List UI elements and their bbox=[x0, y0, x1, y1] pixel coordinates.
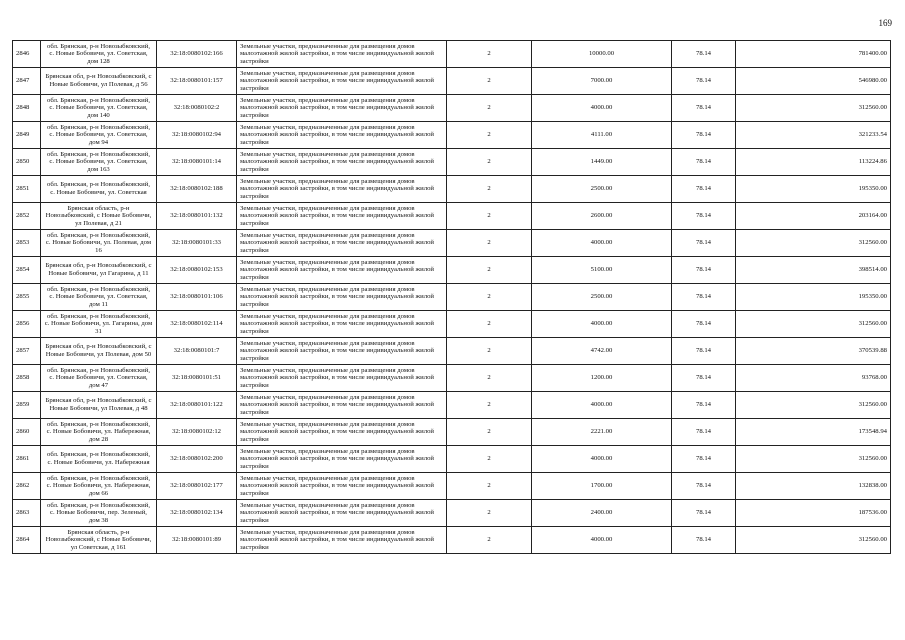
category-cell: 2 bbox=[447, 284, 532, 311]
address-cell: обл. Брянская, р-н Новозыбковский, с. Новые Бобовичи, ул. Советская, дом 163 bbox=[41, 149, 157, 176]
category-cell: 2 bbox=[447, 41, 532, 68]
address-cell: обл. Брянская, р-н Новозыбковский, с. Новые Бобовичи, ул. Гагарина, дом 31 bbox=[41, 311, 157, 338]
address-cell: обл. Брянская, р-н Новозыбковский, с. Новые Бобовичи, ул. Полевая, дом 16 bbox=[41, 230, 157, 257]
land-use-cell: Земельные участки, предназначенные для размещения домов малоэтажной жилой застройки, в том числе индивидуальной жилой застройки bbox=[237, 473, 447, 500]
category-cell: 2 bbox=[447, 419, 532, 446]
cadastral-value-cell: 187536.00 bbox=[736, 500, 891, 527]
area-cell: 2600.00 bbox=[532, 203, 672, 230]
row-number-cell: 2855 bbox=[13, 284, 41, 311]
row-number-cell: 2858 bbox=[13, 365, 41, 392]
land-parcel-table bbox=[12, 40, 891, 554]
category-cell: 2 bbox=[447, 527, 532, 554]
category-cell: 2 bbox=[447, 176, 532, 203]
category-cell: 2 bbox=[447, 230, 532, 257]
rate-cell: 78.14 bbox=[672, 473, 736, 500]
land-use-cell: Земельные участки, предназначенные для размещения домов малоэтажной жилой застройки, в том числе индивидуальной жилой застройки bbox=[237, 149, 447, 176]
land-use-cell: Земельные участки, предназначенные для размещения домов малоэтажной жилой застройки, в том числе индивидуальной жилой застройки bbox=[237, 257, 447, 284]
cadastral-number-cell: 32:18:0080102:114 bbox=[157, 311, 237, 338]
cadastral-number-cell: 32:18:0080102:166 bbox=[157, 41, 237, 68]
row-number-cell: 2857 bbox=[13, 338, 41, 365]
table-row bbox=[13, 392, 891, 419]
rate-cell: 78.14 bbox=[672, 68, 736, 95]
table-row bbox=[13, 527, 891, 554]
row-number-cell: 2852 bbox=[13, 203, 41, 230]
land-use-cell: Земельные участки, предназначенные для размещения домов малоэтажной жилой застройки, в том числе индивидуальной жилой застройки bbox=[237, 230, 447, 257]
rate-cell: 78.14 bbox=[672, 95, 736, 122]
row-number-cell: 2859 bbox=[13, 392, 41, 419]
area-cell: 4000.00 bbox=[532, 95, 672, 122]
cadastral-value-cell: 312560.00 bbox=[736, 311, 891, 338]
rate-cell: 78.14 bbox=[672, 500, 736, 527]
area-cell: 5100.00 bbox=[532, 257, 672, 284]
table-row bbox=[13, 257, 891, 284]
rate-cell: 78.14 bbox=[672, 149, 736, 176]
area-cell: 4742.00 bbox=[532, 338, 672, 365]
category-cell: 2 bbox=[447, 446, 532, 473]
land-use-cell: Земельные участки, предназначенные для размещения домов малоэтажной жилой застройки, в том числе индивидуальной жилой застройки bbox=[237, 500, 447, 527]
table-row bbox=[13, 149, 891, 176]
rate-cell: 78.14 bbox=[672, 176, 736, 203]
cadastral-value-cell: 312560.00 bbox=[736, 392, 891, 419]
cadastral-number-cell: 32:18:0080101:132 bbox=[157, 203, 237, 230]
land-use-cell: Земельные участки, предназначенные для размещения домов малоэтажной жилой застройки, в том числе индивидуальной жилой застройки bbox=[237, 284, 447, 311]
cadastral-number-cell: 32:18:0080101:51 bbox=[157, 365, 237, 392]
address-cell: обл. Брянская, р-н Новозыбковский, с. Новые Бобовичи, ул. Набережная, дом 66 bbox=[41, 473, 157, 500]
category-cell: 2 bbox=[447, 365, 532, 392]
rate-cell: 78.14 bbox=[672, 311, 736, 338]
category-cell: 2 bbox=[447, 392, 532, 419]
rate-cell: 78.14 bbox=[672, 203, 736, 230]
land-use-cell: Земельные участки, предназначенные для размещения домов малоэтажной жилой застройки, в том числе индивидуальной жилой застройки bbox=[237, 41, 447, 68]
category-cell: 2 bbox=[447, 203, 532, 230]
land-use-cell: Земельные участки, предназначенные для размещения домов малоэтажной жилой застройки, в том числе индивидуальной жилой застройки bbox=[237, 176, 447, 203]
area-cell: 4000.00 bbox=[532, 311, 672, 338]
land-use-cell: Земельные участки, предназначенные для размещения домов малоэтажной жилой застройки, в том числе индивидуальной жилой застройки bbox=[237, 419, 447, 446]
address-cell: обл. Брянская, р-н Новозыбковский, с. Новые Бобовичи, ул. Набережная bbox=[41, 446, 157, 473]
address-cell: обл. Брянская, р-н Новозыбковский, с. Новые Бобовичи, ул. Советская, дом 47 bbox=[41, 365, 157, 392]
cadastral-number-cell: 32:18:0080101:106 bbox=[157, 284, 237, 311]
category-cell: 2 bbox=[447, 68, 532, 95]
land-use-cell: Земельные участки, предназначенные для размещения домов малоэтажной жилой застройки, в том числе индивидуальной жилой застройки bbox=[237, 338, 447, 365]
table-row bbox=[13, 284, 891, 311]
row-number-cell: 2854 bbox=[13, 257, 41, 284]
address-cell: обл. Брянская, р-н Новозыбковский, с. Новые Бобовичи, ул. Советская bbox=[41, 176, 157, 203]
area-cell: 2500.00 bbox=[532, 284, 672, 311]
table-row bbox=[13, 176, 891, 203]
area-cell: 1700.00 bbox=[532, 473, 672, 500]
row-number-cell: 2849 bbox=[13, 122, 41, 149]
rate-cell: 78.14 bbox=[672, 41, 736, 68]
rate-cell: 78.14 bbox=[672, 284, 736, 311]
cadastral-number-cell: 32:18:0080102:153 bbox=[157, 257, 237, 284]
land-use-cell: Земельные участки, предназначенные для размещения домов малоэтажной жилой застройки, в том числе индивидуальной жилой застройки bbox=[237, 311, 447, 338]
cadastral-number-cell: 32:18:0080102:12 bbox=[157, 419, 237, 446]
address-cell: обл. Брянская, р-н Новозыбковский, с. Новые Бобовичи, ул. Советская, дом 11 bbox=[41, 284, 157, 311]
cadastral-value-cell: 173548.94 bbox=[736, 419, 891, 446]
area-cell: 1449.00 bbox=[532, 149, 672, 176]
row-number-cell: 2862 bbox=[13, 473, 41, 500]
address-cell: Брянская область, р-н Новозыбковский, с Новые Бобовичи, ул Полевая, д 21 bbox=[41, 203, 157, 230]
area-cell: 4000.00 bbox=[532, 392, 672, 419]
row-number-cell: 2856 bbox=[13, 311, 41, 338]
table-row bbox=[13, 95, 891, 122]
land-use-cell: Земельные участки, предназначенные для размещения домов малоэтажной жилой застройки, в том числе индивидуальной жилой застройки bbox=[237, 68, 447, 95]
cadastral-value-cell: 93768.00 bbox=[736, 365, 891, 392]
address-cell: обл. Брянская, р-н Новозыбковский, с. Новые Бобовичи, ул. Советская, дом 94 bbox=[41, 122, 157, 149]
cadastral-number-cell: 32:18:0080102:177 bbox=[157, 473, 237, 500]
cadastral-number-cell: 32:18:0080101:122 bbox=[157, 392, 237, 419]
row-number-cell: 2847 bbox=[13, 68, 41, 95]
cadastral-value-cell: 370539.88 bbox=[736, 338, 891, 365]
cadastral-value-cell: 546980.00 bbox=[736, 68, 891, 95]
area-cell: 2400.00 bbox=[532, 500, 672, 527]
cadastral-value-cell: 321233.54 bbox=[736, 122, 891, 149]
rate-cell: 78.14 bbox=[672, 365, 736, 392]
address-cell: Брянская обл, р-н Новозыбковский, с Новые Бобовичи, ул Полевая, дом 50 bbox=[41, 338, 157, 365]
address-cell: Брянская обл, р-н Новозыбковский, с Новые Бобовичи, ул Гагарина, д 11 bbox=[41, 257, 157, 284]
land-use-cell: Земельные участки, предназначенные для размещения домов малоэтажной жилой застройки, в том числе индивидуальной жилой застройки bbox=[237, 392, 447, 419]
cadastral-number-cell: 32:18:0080102:94 bbox=[157, 122, 237, 149]
rate-cell: 78.14 bbox=[672, 446, 736, 473]
table-row bbox=[13, 338, 891, 365]
cadastral-number-cell: 32:18:0080101:157 bbox=[157, 68, 237, 95]
row-number-cell: 2860 bbox=[13, 419, 41, 446]
table-row bbox=[13, 365, 891, 392]
address-cell: обл. Брянская, р-н Новозыбковский, с. Новые Бобовичи, ул. Набережная, дом 28 bbox=[41, 419, 157, 446]
table-row bbox=[13, 311, 891, 338]
cadastral-value-cell: 113224.86 bbox=[736, 149, 891, 176]
area-cell: 4000.00 bbox=[532, 230, 672, 257]
area-cell: 4111.00 bbox=[532, 122, 672, 149]
cadastral-number-cell: 32:18:0080102:134 bbox=[157, 500, 237, 527]
category-cell: 2 bbox=[447, 149, 532, 176]
area-cell: 2221.00 bbox=[532, 419, 672, 446]
address-cell: обл. Брянская, р-н Новозыбковский, с. Новые Бобовичи, пер. Зеленый, дом 38 bbox=[41, 500, 157, 527]
category-cell: 2 bbox=[447, 95, 532, 122]
table-row bbox=[13, 41, 891, 68]
address-cell: обл. Брянская, р-н Новозыбковский, с. Новые Бобовичи, ул. Советская, дом 128 bbox=[41, 41, 157, 68]
area-cell: 7000.00 bbox=[532, 68, 672, 95]
cadastral-value-cell: 398514.00 bbox=[736, 257, 891, 284]
category-cell: 2 bbox=[447, 338, 532, 365]
row-number-cell: 2848 bbox=[13, 95, 41, 122]
land-use-cell: Земельные участки, предназначенные для размещения домов малоэтажной жилой застройки, в том числе индивидуальной жилой застройки bbox=[237, 527, 447, 554]
rate-cell: 78.14 bbox=[672, 392, 736, 419]
table-row bbox=[13, 419, 891, 446]
rate-cell: 78.14 bbox=[672, 122, 736, 149]
cadastral-number-cell: 32:18:0080101:14 bbox=[157, 149, 237, 176]
row-number-cell: 2864 bbox=[13, 527, 41, 554]
cadastral-number-cell: 32:18:0080101:89 bbox=[157, 527, 237, 554]
land-use-cell: Земельные участки, предназначенные для размещения домов малоэтажной жилой застройки, в том числе индивидуальной жилой застройки bbox=[237, 122, 447, 149]
table-row bbox=[13, 68, 891, 95]
rate-cell: 78.14 bbox=[672, 338, 736, 365]
cadastral-value-cell: 132838.00 bbox=[736, 473, 891, 500]
row-number-cell: 2851 bbox=[13, 176, 41, 203]
land-use-cell: Земельные участки, предназначенные для размещения домов малоэтажной жилой застройки, в том числе индивидуальной жилой застройки bbox=[237, 95, 447, 122]
land-use-cell: Земельные участки, предназначенные для размещения домов малоэтажной жилой застройки, в том числе индивидуальной жилой застройки bbox=[237, 446, 447, 473]
table-row bbox=[13, 500, 891, 527]
table-body bbox=[13, 41, 891, 554]
table-row bbox=[13, 203, 891, 230]
rate-cell: 78.14 bbox=[672, 419, 736, 446]
cadastral-value-cell: 312560.00 bbox=[736, 446, 891, 473]
category-cell: 2 bbox=[447, 473, 532, 500]
table-row bbox=[13, 473, 891, 500]
table-row bbox=[13, 446, 891, 473]
rate-cell: 78.14 bbox=[672, 230, 736, 257]
row-number-cell: 2853 bbox=[13, 230, 41, 257]
address-cell: Брянская обл, р-н Новозыбковский, с Новые Бобовичи, ул Полевая, д 56 bbox=[41, 68, 157, 95]
rate-cell: 78.14 bbox=[672, 257, 736, 284]
address-cell: Брянская область, р-н Новозыбковский, с Новые Бобовичи, ул Советская, д 161 bbox=[41, 527, 157, 554]
address-cell: Брянская обл, р-н Новозыбковский, с Новые Бобовичи, ул Полевая, д 48 bbox=[41, 392, 157, 419]
cadastral-value-cell: 781400.00 bbox=[736, 41, 891, 68]
table-row bbox=[13, 122, 891, 149]
category-cell: 2 bbox=[447, 311, 532, 338]
row-number-cell: 2861 bbox=[13, 446, 41, 473]
area-cell: 1200.00 bbox=[532, 365, 672, 392]
cadastral-number-cell: 32:18:0080101:7 bbox=[157, 338, 237, 365]
cadastral-value-cell: 195350.00 bbox=[736, 176, 891, 203]
cadastral-number-cell: 32:18:0080102:188 bbox=[157, 176, 237, 203]
address-cell: обл. Брянская, р-н Новозыбковский, с. Новые Бобовичи, ул. Советская, дом 140 bbox=[41, 95, 157, 122]
row-number-cell: 2850 bbox=[13, 149, 41, 176]
cadastral-number-cell: 32:18:0080101:33 bbox=[157, 230, 237, 257]
row-number-cell: 2846 bbox=[13, 41, 41, 68]
cadastral-value-cell: 312560.00 bbox=[736, 527, 891, 554]
category-cell: 2 bbox=[447, 500, 532, 527]
cadastral-number-cell: 32:18:0080102:2 bbox=[157, 95, 237, 122]
area-cell: 10000.00 bbox=[532, 41, 672, 68]
category-cell: 2 bbox=[447, 257, 532, 284]
area-cell: 2500.00 bbox=[532, 176, 672, 203]
land-use-cell: Земельные участки, предназначенные для размещения домов малоэтажной жилой застройки, в том числе индивидуальной жилой застройки bbox=[237, 203, 447, 230]
cadastral-value-cell: 312560.00 bbox=[736, 95, 891, 122]
cadastral-value-cell: 195350.00 bbox=[736, 284, 891, 311]
category-cell: 2 bbox=[447, 122, 532, 149]
cadastral-value-cell: 203164.00 bbox=[736, 203, 891, 230]
land-use-cell: Земельные участки, предназначенные для размещения домов малоэтажной жилой застройки, в том числе индивидуальной жилой застройки bbox=[237, 365, 447, 392]
area-cell: 4000.00 bbox=[532, 527, 672, 554]
area-cell: 4000.00 bbox=[532, 446, 672, 473]
rate-cell: 78.14 bbox=[672, 527, 736, 554]
table-row bbox=[13, 230, 891, 257]
row-number-cell: 2863 bbox=[13, 500, 41, 527]
cadastral-number-cell: 32:18:0080102:200 bbox=[157, 446, 237, 473]
page-number: 169 bbox=[878, 18, 892, 28]
cadastral-value-cell: 312560.00 bbox=[736, 230, 891, 257]
